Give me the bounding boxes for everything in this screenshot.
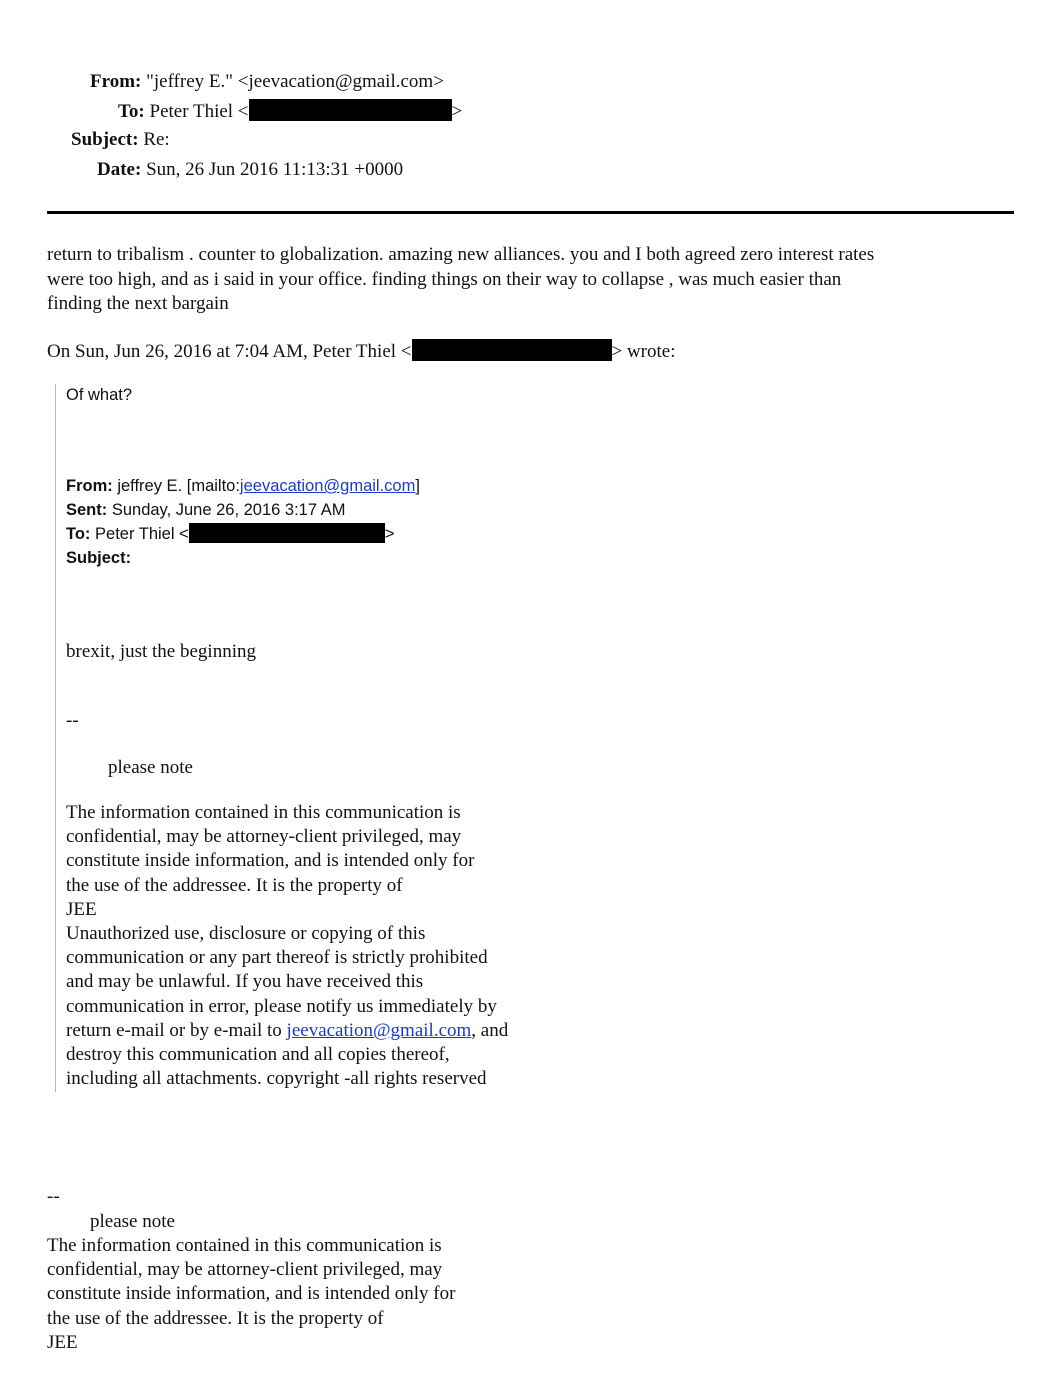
date-label: Date: [97,159,142,180]
header-subject [71,128,170,152]
date-value: Sun, 26 Jun 2016 11:13:31 +0000 [146,159,404,180]
redaction-box [249,99,452,121]
quoted-to-label: To: [66,525,91,543]
quoted-sent [66,498,345,522]
header-from [90,70,444,94]
reply-body [47,243,1032,317]
subject-value: Re: [143,129,170,150]
quoted-to [66,522,394,546]
quoted-sent-label: Sent: [66,501,108,519]
footer-line: JEE [47,1331,78,1353]
disclaimer-link-suffix: , and [471,1019,509,1041]
quoted-please-note: please note [108,757,193,778]
redaction-box [412,339,612,361]
redaction-box [189,523,385,543]
from-label: From: [90,71,142,92]
reply-line: return to tribalism . counter to globalization. amazing new alliances. you and I both agreed zero interest rates [47,244,875,265]
disclaimer-link-line [66,1019,508,1043]
quoted-subject [66,546,131,570]
disclaimer-line: destroy this communication and all copies thereof, [66,1044,450,1066]
disclaimer-email-link[interactable]: jeevacation@gmail.com [286,1019,472,1041]
quoted-subject-label: Subject: [66,549,132,567]
attribution-line [47,339,676,364]
quoted-message: Of what? [66,386,133,404]
quoted-from-prefix: jeffrey E. [mailto: [117,477,240,495]
reply-line: were too high, and as i said in your office. finding things on their way to collapse , was much easier than [47,268,842,290]
disclaimer-line: confidential, may be attorney-client privileged, may [66,826,462,848]
footer-please-note: please note [90,1211,175,1232]
quoted-sent-value: Sunday, June 26, 2016 3:17 AM [111,501,346,519]
disclaimer-line: The information contained in this communication is [66,802,461,823]
attribution-prefix: On Sun, Jun 26, 2016 at 7:04 AM, Peter Thiel < [47,341,412,362]
disclaimer-line: including all attachments. copyright -all rights reserved [66,1068,487,1090]
quoted-from-label: From: [66,477,113,495]
to-value: Peter Thiel < [149,101,249,122]
footer-line: confidential, may be attorney-client privileged, may [47,1259,443,1281]
quoted-disclaimer [66,801,508,1091]
footer-disclaimer [47,1234,455,1355]
quote-bar [55,384,56,1092]
disclaimer-line: communication or any part thereof is strictly prohibited [66,947,488,969]
to-suffix: > [451,101,463,122]
header-divider [47,211,1014,214]
disclaimer-line: and may be unlawful. If you have received this [66,971,424,993]
subject-label: Subject: [71,129,139,150]
quoted-to-value: Peter Thiel < [95,525,189,543]
footer-line: constitute inside information, and is intended only for [47,1283,456,1305]
from-value: "jeffrey E." <jeevacation@gmail.com> [146,71,444,92]
disclaimer-line: communication in error, please notify us immediately by [66,995,497,1017]
quoted-sig-dash: -- [66,710,79,731]
to-label: To: [118,101,145,122]
footer-sig-dash: -- [47,1186,60,1207]
quoted-from-email-link[interactable]: jeevacation@gmail.com [239,477,416,495]
disclaimer-line: JEE [66,898,97,920]
header-to [118,99,462,124]
footer-line: The information contained in this communication is [47,1235,442,1256]
quoted-to-suffix: > [384,525,395,543]
disclaimer-line: the use of the addressee. It is the property of [66,874,403,896]
footer-line: the use of the addressee. It is the property of [47,1307,384,1329]
quoted-from-suffix: ] [415,477,420,495]
disclaimer-link-prefix: return e-mail or by e-mail to [66,1019,287,1041]
reply-line: finding the next bargain [47,293,229,314]
disclaimer-line: Unauthorized use, disclosure or copying of this [66,923,426,945]
disclaimer-line: constitute inside information, and is intended only for [66,850,475,872]
header-date [97,158,403,182]
quoted-body: brexit, just the beginning [66,641,256,662]
attribution-suffix: > wrote: [611,341,676,362]
quoted-from [66,474,420,498]
